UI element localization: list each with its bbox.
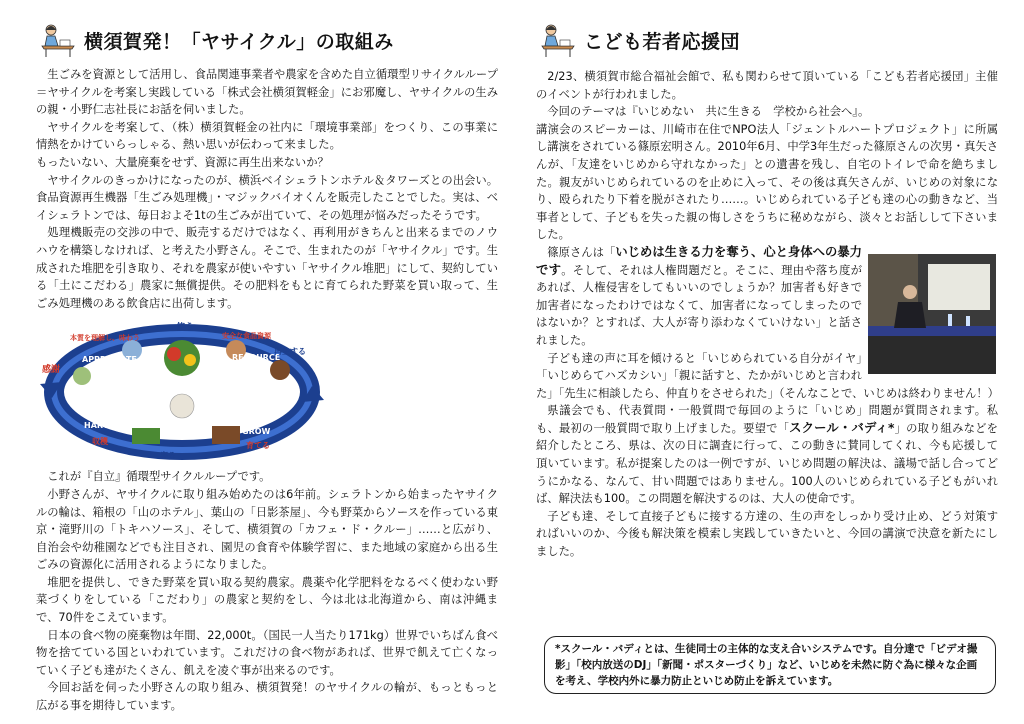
right-p4-post: 。そして、それは人権問題だと。そこに、理由や落ち度があれば、人権侵害をしてもいいのでしょうか？加害者も好きで加害者になったわけではなくて、加害者になってしまったのではないか？とすれば、大人が寄り添わなくていけない」と話されました。 xyxy=(536,263,862,347)
right-p6-bold: スクール・バディ* xyxy=(789,420,895,435)
school-buddy-note: *スクール・バディとは、生徒同士の主体的な支え合いシステムです。自分達で「ビデオ撮影」「校内放送のDJ」「新聞・ポスターづくり」など、いじめを未然に防ぐ為に様々な企画を考え、学校内外に暴力防止といじめ防止を訴えています。 xyxy=(544,636,996,694)
speaker-at-lecture-photo xyxy=(868,254,996,374)
right-title: こども若者応援団 xyxy=(584,30,741,53)
right-p4-bold: いじめは生きる力を奪う、心と身体への暴力です xyxy=(536,244,862,277)
diagram-label: 感謝 xyxy=(42,365,61,376)
left-paragraph: ヤサイクルを考案して、（株）横須賀軽金の社内に「環境事業部」をつくり、この事業に情熱をかけていらっしゃる、熱い思いが伝わって来ました。 xyxy=(36,120,498,152)
right-article-body xyxy=(536,68,998,561)
left-paragraph-text: 処理機販売の交渉の中で、販売するだけではなく、再利用がきちんと出来るまでのノウハウを構築しなければ、と考えた小野さん。そこで、生まれたのが「ヤサイクル」です。生成された堆肥を引き取り、それを農家が使いやすい「ヤサイクル堆肥」にして、契約している「土にこだわる」農家に無償提供。その肥料をもとに育てられた野菜を買い取って、生ごみ処理機のある飲食店に出荷します。 xyxy=(36,226,498,310)
diagram-label: RESOURCE xyxy=(232,353,281,363)
left-paragraph: これが『自立』循環型サイクルループです。 xyxy=(47,470,271,484)
right-paragraph: 子ども達、そして直接子どもに接する方達の、生の声をしっかり受け止め、どう対策すればいいのか、今後も解決策を模索し実践していきたいと、今回の講演で決意を新たにしました。 xyxy=(536,509,998,559)
right-paragraph: 2/23、横須賀市総合福祉会館で、私も関わらせて頂いている「こども若者応援団」主催のイベントが行われました。 xyxy=(536,70,998,101)
right-paragraph: 子ども達の声に耳を傾けると「いじめられている自分がイヤ」「いじめらてハズカシい」「親に話すと、たかがいじめと言われた」「先生に相談したら、仲直りをさせられた」（そんなことで、いじめは終わりません！） xyxy=(536,351,999,400)
diagram-label: 安全な食品資源 xyxy=(222,332,271,341)
right-p6-post: 」の取り組みなどを紹介したところ、県は、次の日に調査に行って、この動きに賛同してくれ、今も応援して頂いています。私が提案したのは一例ですが、いじめ問題の解決は、議場で話し合ってどうにかなる、なんて、甘い問題ではありません。100人のいじめられている子どもがいれば、解決法も100。この問題を解決するのは、大人の使命です。 xyxy=(536,421,998,506)
right-paragraph: 講演会のスピーカーは、川崎市在住でNPO法人「ジェントルハートプロジェクト」に所属し講演をされている篠原宏明さん。2010年6月、中学3年生だった篠原さんの次男・真矢さんが、「友達をいじめから守れなかった」との遺書を残し、自宅のトイレで命を絶ちました。親友がいじめられているのを止めに入って、その後は真矢さんが、いじめの対象になり、殴られたり下着を脱がされたり……。いじめられている子ども達の心の動きなど、当事者として、子どもを失った親の悔しさをうちに秘めながら、淡々とお話しして下さいました。 xyxy=(536,122,998,242)
diagram-label: 使う xyxy=(176,323,195,334)
left-paragraph: ヤサイクルのきっかけになったのが、横浜ベイシェラトンホテル＆タワーズとの出会い。食品資源再生機器「生ごみ処理機」・マジックバイオくんを販売したことでした。実は、ベイシェラトンでは、毎日およそ1tの生ごみが出ていて、その処理が悩みだったそうです。 xyxy=(36,173,498,222)
diagram-label: GROW xyxy=(242,427,271,437)
left-title: 横須賀発！「ヤサイクル」の取組み xyxy=(84,30,394,53)
woman-sitting-at-desk-icon xyxy=(538,22,578,58)
left-paragraph: もったいない、大量廃棄をせず、資源に再生出来ないか？ xyxy=(36,155,329,169)
right-paragraph: 今回のテーマは『いじめない 共に生きる 学校から社会へ』。 xyxy=(547,105,870,119)
left-paragraph: 今回お話を伺った小野さんの取り組み、横須賀発！のヤサイクルの輪が、もっともっと広がる事を期待しています。 xyxy=(36,681,498,713)
right-p4-pre: 篠原さんは「 xyxy=(547,245,616,259)
left-paragraph: 堆肥を提供し、できた野菜を買い取る契約農家。農薬や化学肥料をなるべく使わない野菜づくりをしている「こだわり」の農家と契約をし、今は北は北海道から、南は沖縄まで、70件をこえています。 xyxy=(36,575,498,625)
right-paragraph xyxy=(536,402,998,508)
left-paragraph: 日本の食べ物の廃棄物は年間、22,000t。（国民一人当たり171kg）世界でいちばん食べ物を捨てている国といわれています。これだけの食べ物があれば、世界で飢えて亡くなっていく子ども達がたくさん、飢えを凌ぐ事が出来るのです。 xyxy=(36,628,498,677)
left-paragraph: 小野さんが、ヤサイクルに取り組み始めたのは6年前。シェラトンから始まったヤサイクルの輪は、箱根の「山のホテル」、葉山の「日影茶屋」、今も野菜からソースを作っている東京・滝野川の「トキハソース」、そして、横須賀の「カフェ・ド・クルー」……と広がり、自治会や幼稚園などでも注目され、園児の食育や体験学習に、また地域の家庭から出る生ごみの資源化に活用されるようになりました。 xyxy=(36,487,498,572)
diagram-label: 本質を理解し、味わう xyxy=(70,334,140,343)
diagram-label: 実る xyxy=(160,451,176,461)
left-article-body xyxy=(36,66,498,715)
left-header xyxy=(38,20,394,60)
diagram-label: HARVEST xyxy=(84,421,126,431)
left-paragraph: 生ごみを資源として活用し、食品関連事業者や農家を含めた自立循環型リサイクルループ＝ヤサイクルを考案し実践している「株式会社横須賀軽金」にお邪魔し、ヤサイクルの生みの親・小野仁志社長にお話を伺いました。 xyxy=(36,68,498,117)
diagram-label: 収穫 xyxy=(92,437,108,447)
right-p6-pre: 県議会でも、代表質問・一般質問で毎回のように「いじめ」問題が質問されます。私も、最初の一般質問で取り上げました。要望で「 xyxy=(536,404,998,435)
diagram-label: APPRECIATE xyxy=(82,355,137,365)
yasaikuru-cycle-diagram xyxy=(36,316,328,466)
left-paragraph xyxy=(36,224,498,312)
diagram-label: 育てる xyxy=(246,441,270,451)
diagram-label: 再生する xyxy=(274,347,306,357)
right-header xyxy=(538,20,740,60)
woman-sitting-at-desk-icon xyxy=(38,22,78,58)
